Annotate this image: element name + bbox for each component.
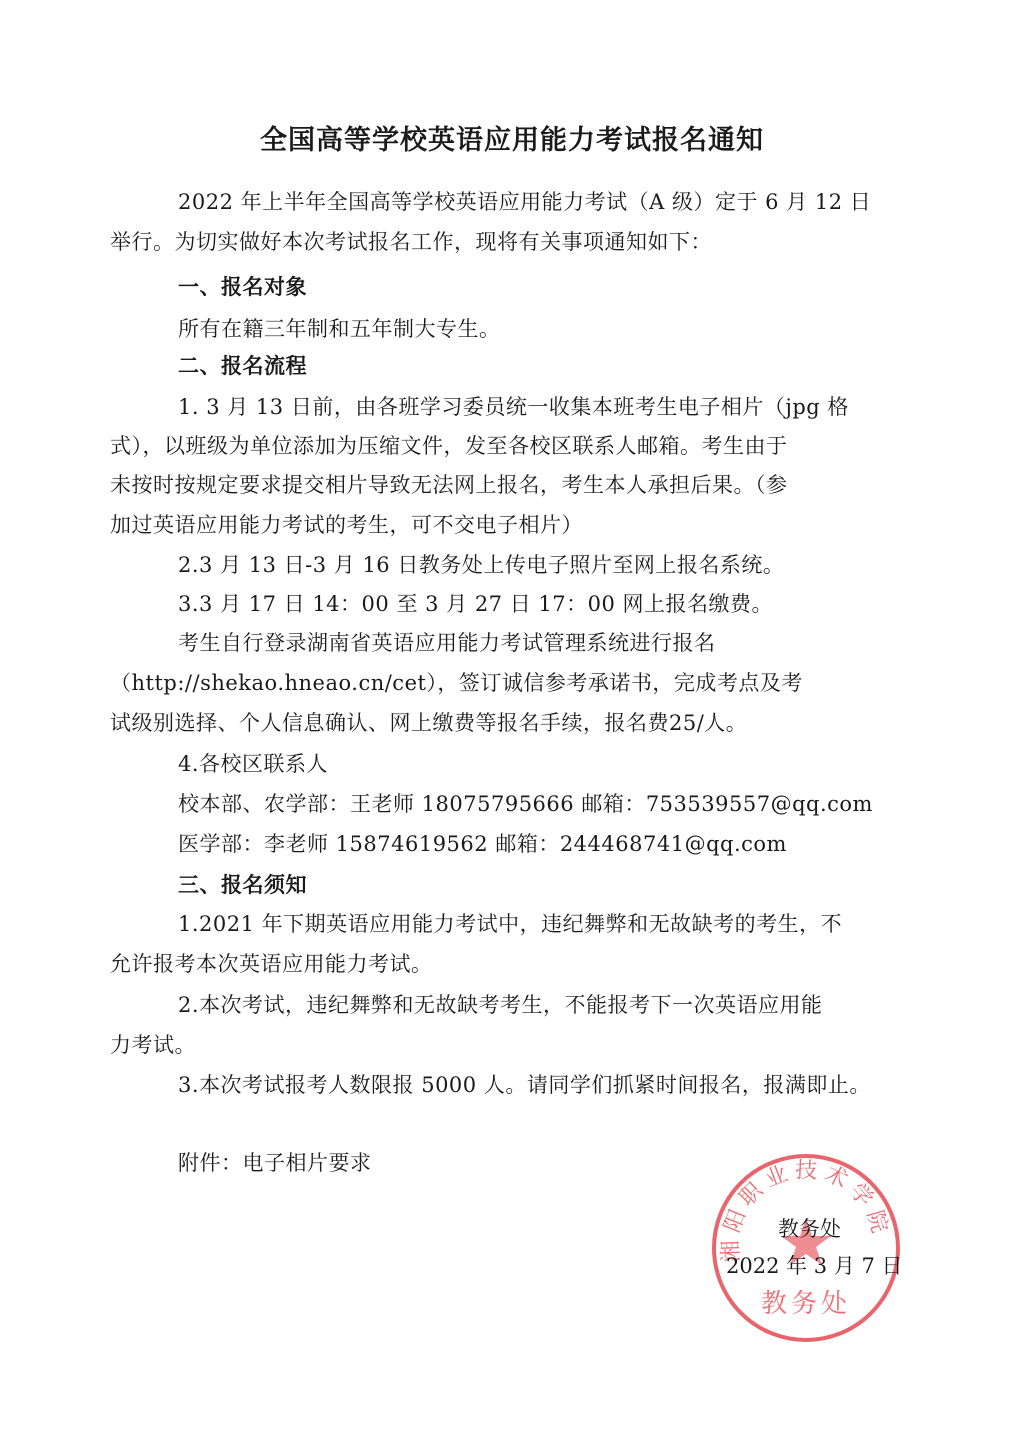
section3-item3: 3.本次考试报考人数限报 5000 人。请同学们抓紧时间报名，报满即止。	[178, 1073, 871, 1097]
section2-item4: 4.各校区联系人	[178, 752, 329, 776]
section1-heading: 一、报名对象	[178, 275, 307, 299]
section3-item1-line1: 1.2021 年下期英语应用能力考试中，违纪舞弊和无故缺考的考生，不	[178, 912, 843, 936]
section2-item3: 3.3 月 17 日 14：00 至 3 月 27 日 17：00 网上报名缴费。	[178, 592, 774, 616]
attachment-note: 附件：电子相片要求	[178, 1151, 372, 1175]
contact-medical-campus: 医学部：李老师 15874619562 邮箱：244468741@qq.com	[178, 832, 787, 856]
section1-body: 所有在籍三年制和五年制大专生。	[178, 317, 501, 341]
signature-department: 教务处	[778, 1217, 841, 1241]
section2-item3-detail-3: 试级别选择、个人信息确认、网上缴费等报名手续，报名费25/人。	[110, 711, 748, 735]
intro-line-2: 举行。为切实做好本次考试报名工作，现将有关事项通知如下：	[110, 230, 712, 254]
seal-inner-text: 教务处	[760, 1289, 852, 1319]
section3-item2-line1: 2.本次考试，违纪舞弊和无故缺考考生，不能报考下一次英语应用能	[178, 993, 823, 1017]
section2-item1-line2: 式），以班级为单位添加为压缩文件，发至各校区联系人邮箱。考生由于	[110, 434, 788, 458]
section2-item1-line1: 1. 3 月 13 日前，由各班学习委员统一收集本班考生电子相片（jpg 格	[178, 395, 849, 419]
official-seal-stamp	[708, 1150, 904, 1346]
intro-line-1: 2022 年上半年全国高等学校英语应用能力考试（A 级）定于 6 月 12 日	[178, 190, 872, 214]
section3-item2-line2: 力考试。	[110, 1033, 196, 1057]
section3-item1-line2: 允许报考本次英语应用能力考试。	[110, 952, 433, 976]
contact-main-campus: 校本部、农学部：王老师 18075795666 邮箱：753539557@qq.com	[178, 792, 873, 816]
section3-heading: 三、报名须知	[178, 873, 307, 897]
page-title: 全国高等学校英语应用能力考试报名通知	[260, 125, 764, 156]
section2-item3-detail-1: 考生自行登录湖南省英语应用能力考试管理系统进行报名	[178, 631, 716, 655]
section2-item1-line4: 加过英语应用能力考试的考生，可不交电子相片）	[110, 513, 583, 537]
section2-heading: 二、报名流程	[178, 354, 307, 378]
section2-item3-detail-2: （http://shekao.hneao.cn/cet），签订诚信参考承诺书，完成考点及考	[110, 671, 803, 695]
seal-outer-text: 湘阳职业技术学院	[718, 1158, 894, 1263]
signature-date: 2022 年 3 月 7 日	[726, 1254, 903, 1278]
section2-item1-line3: 未按时按规定要求提交相片导致无法网上报名，考生本人承担后果。（参	[110, 473, 788, 497]
section2-item2: 2.3 月 13 日-3 月 16 日教务处上传电子照片至网上报名系统。	[178, 553, 785, 577]
